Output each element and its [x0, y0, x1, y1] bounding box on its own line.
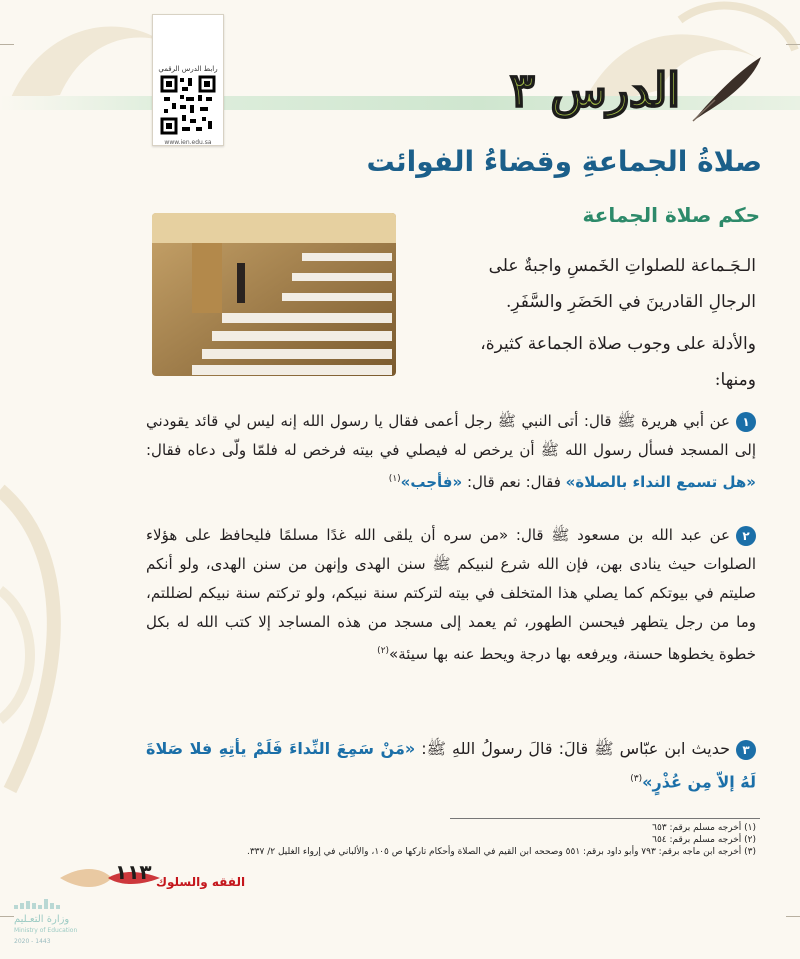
subject-label: الفقه والسلوك [156, 875, 246, 889]
footnote-divider [450, 818, 760, 819]
footnote: (٢) أخرجه مسلم برقم: ٦٥٤ [652, 835, 756, 845]
page-number: ١١٣ [115, 860, 152, 884]
footnote: (١) أخرجه مسلم برقم: ٦٥٣ [652, 823, 756, 833]
intro-line: الرجالِ القادرينَ في الحَضَرِ والسَّفَرِ. [505, 292, 756, 312]
item-number-badge: ٢ [736, 526, 756, 546]
qr-card[interactable] [152, 14, 224, 146]
ministry-logo-icon [14, 897, 74, 911]
ministry-logo [14, 897, 77, 947]
hadith-quote: «هل تسمع النداء بالصلاة» [565, 473, 756, 491]
floral-ornament-top-left [0, 0, 170, 110]
intro-line: ومنها: [714, 370, 756, 390]
header-band [0, 96, 800, 110]
page-title: صلاةُ الجماعةِ وقضاءُ الفوائت [366, 145, 762, 178]
hadith-text: حديث ابن عبّاس ﷺ قالَ: قالَ رسولُ اللهِ ﷺ: [421, 739, 731, 758]
hadith-item-1 [146, 407, 756, 497]
ministry-name-en: Ministry of Education [14, 927, 78, 934]
hadith-quote: «مَنْ سَمِعَ النِّداءَ فَلَمْ يأتِهِ فلا صَلاةَ لَهُ إلاّ مِن عُذْرٍ» [146, 739, 756, 792]
hadith-quote: «فأجب» [400, 473, 463, 491]
footnote-ref[interactable]: (١) [388, 474, 401, 484]
lesson-label: الدرس ٣ [509, 63, 680, 117]
intro-line: الـجَـماعة للصلواتِ الخَمسِ واجبةٌ على [488, 256, 756, 276]
footnote: (٣) أخرجه ابن ماجه برقم: ٧٩٣ وأبو داود برقم: ٥٥١ وصححه ابن القيم في الصلاة وأحكام تاركها ص ١٠٥، والألباني في إرواء الغليل ٢/ ٣٣٧. [246, 847, 756, 857]
hadith-text: عن أبي هريرة ﷺ قال: أتى النبي ﷺ رجل أعمى فقال يا رسول الله إنه ليس لي قائد يقودني إلى المسجد فسأل رسول الله ﷺ أن يرخص له فيصلي في بيته فرخص له فلمّا ولّى دعاه فقال: [146, 412, 756, 459]
hadith-item-2 [146, 521, 756, 669]
qr-url[interactable]: www.ien.edu.sa [164, 139, 212, 146]
intro-text [386, 248, 756, 398]
edition-year: 2020 - 1443 [14, 938, 51, 945]
lesson-badge [509, 60, 680, 120]
qr-label: رابط الدرس الرقمي [158, 65, 218, 73]
mosque-prayer-photo [152, 213, 396, 376]
hadith-text: فقال: نعم قال: [466, 473, 561, 491]
footnotes [136, 822, 756, 858]
hadith-text: عن عبد الله بن مسعود ﷺ قال: «من سره أن يلقى الله غدًا مسلمًا فليحافظ على هؤلاء الصلوات حيث ينادى بهن، فإن الله شرع لنبيكم ﷺ سنن الهدى وإنهن من سنن الهدى، ولو أنكم صليتم في بيوتكم كما يصلي هذا المتخلف في بيته لتركتم سنة نبيكم، ولو تركتم سنة نبيكم لضللتم، وما من رجل يتطهر فيحسن الطهور، ثم يعمد إلى مسجد من هذه المساجد إلا كتب الله له بكل خطوة يخطوها حسنة، ويرفعه بها درجة ويحط عنه بها سيئة» [146, 526, 756, 663]
crop-mark [0, 916, 14, 917]
ministry-name-ar: وزارة التعـليم [14, 914, 70, 925]
footnote-ref[interactable]: (٣) [630, 774, 643, 784]
qr-code-icon[interactable] [160, 75, 216, 135]
footnote-ref[interactable]: (٢) [377, 646, 390, 656]
intro-line: والأدلة على وجوب صلاة الجماعة كثيرة، [480, 334, 756, 354]
quill-pen-icon [685, 55, 765, 125]
crop-mark [0, 44, 14, 45]
crop-mark [786, 44, 800, 45]
item-number-badge: ٣ [736, 740, 756, 760]
item-number-badge: ١ [736, 412, 756, 432]
crop-mark [786, 916, 800, 917]
section-heading: حكم صلاة الجماعة [582, 203, 760, 227]
hadith-item-3 [146, 733, 756, 797]
floral-ornament-left [0, 470, 90, 810]
